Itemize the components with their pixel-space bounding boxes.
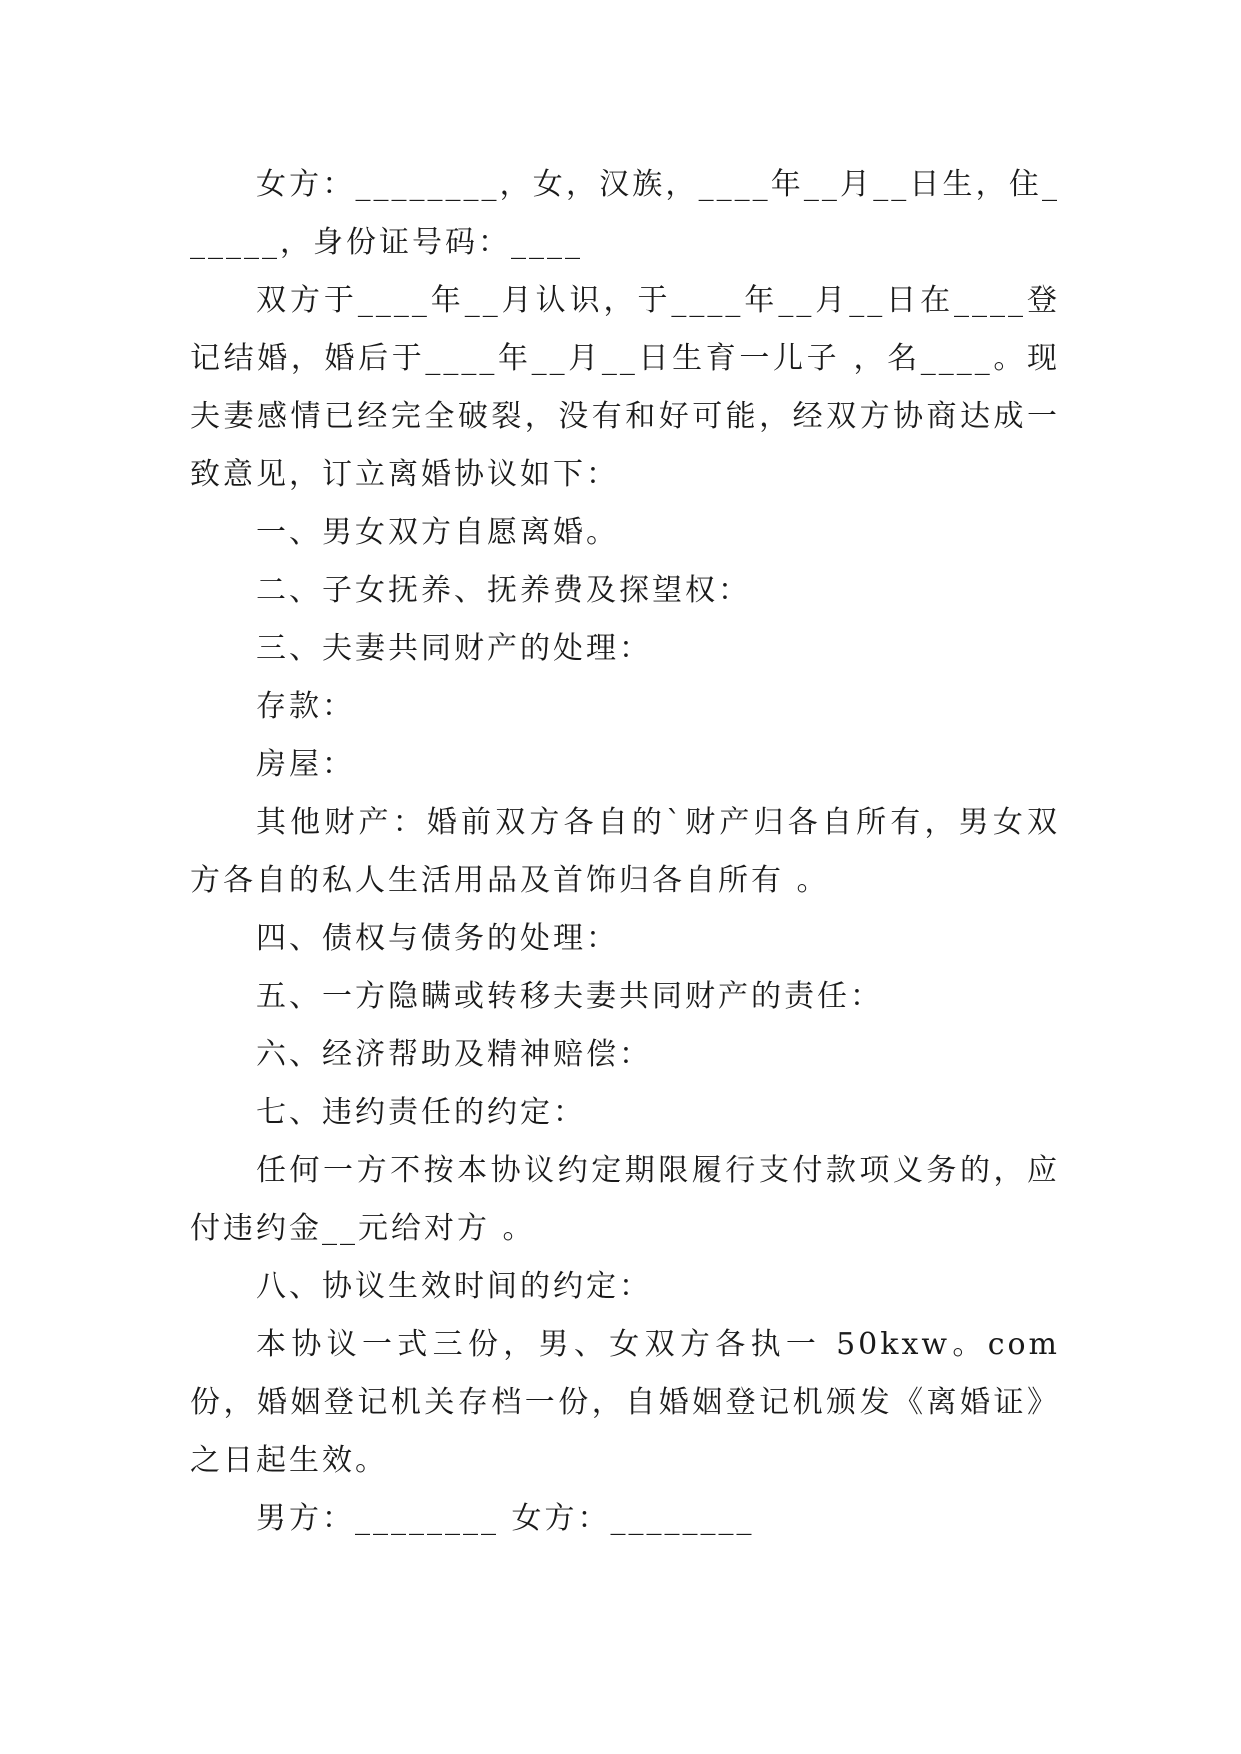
clause-8: 八、协议生效时间的约定： [256,1269,652,1304]
clause-4: 四、债权与债务的处理： [256,921,619,956]
clause-5: 五、一方隐瞒或转移夫妻共同财产的责任： [256,979,883,1014]
penalty-terms: 任何一方不按本协议约定期限履行支付款项义务的，应付违约金__元给对方 。 [190,1153,1060,1246]
marriage-history: 双方于____年__月认识，于____年__月__日在____登记结婚，婚后于____年__月__日生育一儿子 ，名____。现夫妻感情已经完全破裂，没有和好可能，经双方协商达成一致意见，订立离婚协议如下： [190,283,1060,492]
housing-item: 房屋： [256,747,355,782]
effective-terms: 本协议一式三份，男、女双方各执一 50kxw。com 份，婚姻登记机关存档一份，自婚姻登记机颁发《离婚证》之日起生效。 [190,1327,1060,1478]
other-property-item: 其他财产：婚前双方各自的`财产归各自所有，男女双方各自的私人生活用品及首饰归各自所有 。 [190,805,1060,898]
deposits-item: 存款： [256,689,355,724]
clause-6: 六、经济帮助及精神赔偿： [256,1037,652,1072]
clause-7: 七、违约责任的约定： [256,1095,586,1130]
female-signature: 女方：________ [511,1501,755,1536]
signature-line [190,1490,1060,1548]
male-signature: 男方：________ [256,1501,499,1536]
female-party-info: 女方：________，女，汉族，____年__月__日生，住______，身份证号码：____ [190,167,1060,260]
document-body [190,156,1060,1548]
clause-1: 一、男女双方自愿离婚。 [256,515,619,550]
clause-3: 三、夫妻共同财产的处理： [256,631,652,666]
clause-2: 二、子女抚养、抚养费及探望权： [256,573,751,608]
